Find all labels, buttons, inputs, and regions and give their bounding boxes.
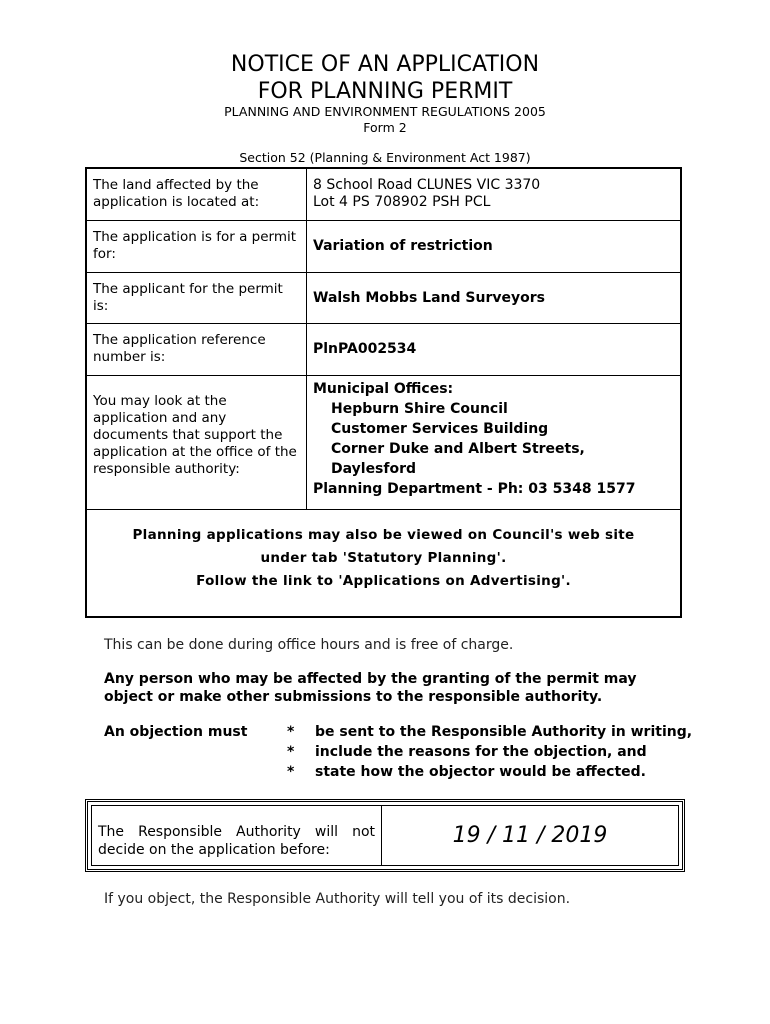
reference-value: PlnPA002534 <box>313 341 417 357</box>
bullet-star: * <box>287 744 295 760</box>
land-label: The land affected by the application is located at: <box>87 169 307 220</box>
notice-title-line1: NOTICE OF AN APPLICATION <box>230 52 540 77</box>
office-line-council: Hepburn Shire Council <box>331 401 508 417</box>
office-row <box>87 376 680 510</box>
office-line-heading: Municipal Offices: <box>313 381 454 397</box>
decision-date: 19 / 11 / 2019 <box>452 823 608 848</box>
office-label: You may look at the application and any documents that support the application at the office of the responsible authority: <box>87 376 307 509</box>
decision-label: The Responsible Authority will not decide on the application before: <box>92 806 382 865</box>
office-address <box>307 376 680 509</box>
land-address: 8 School Road CLUNES VIC 3370 <box>313 177 541 193</box>
purpose-label: The application is for a permit for: <box>87 221 307 272</box>
bullet-star: * <box>287 724 295 740</box>
website-notice <box>87 510 680 616</box>
purpose-value: Variation of restriction <box>313 238 493 254</box>
land-lot: Lot 4 PS 708902 PSH PCL <box>313 194 491 210</box>
application-details-table <box>85 167 682 618</box>
objection-reasons-list <box>287 722 692 782</box>
office-line-phone: Planning Department - Ph: 03 5348 1577 <box>313 481 636 497</box>
reference-row <box>87 324 680 376</box>
decision-date-box <box>85 799 685 872</box>
office-line-building: Customer Services Building <box>331 421 549 437</box>
website-line2: under tab 'Statutory Planning'. <box>260 550 507 566</box>
purpose-row <box>87 221 680 273</box>
land-row <box>87 169 680 221</box>
list-item <box>287 762 692 782</box>
website-line3: Follow the link to 'Applications on Advertising'. <box>196 573 571 589</box>
list-item <box>287 742 692 762</box>
bullet-star: * <box>287 764 295 780</box>
applicant-row <box>87 273 680 324</box>
office-hours-text: This can be done during office hours and is free of charge. <box>104 637 514 653</box>
land-value <box>307 169 680 220</box>
website-line1: Planning applications may also be viewed on Council's web site <box>132 527 635 543</box>
reason-text: include the reasons for the objection, and <box>315 744 647 760</box>
reason-text: state how the objector would be affected. <box>315 764 646 780</box>
decision-date-inner <box>91 805 679 866</box>
objection-intro: Any person who may be affected by the granting of the permit may object or make other submissions to the responsible authority. <box>104 671 637 705</box>
office-line-town: Daylesford <box>331 461 417 477</box>
form-number: Form 2 <box>363 120 407 135</box>
reference-label: The application reference number is: <box>87 324 307 375</box>
notice-title-line2: FOR PLANNING PERMIT <box>257 79 513 104</box>
applicant-label: The applicant for the permit is: <box>87 273 307 323</box>
regulations-subtitle: PLANNING AND ENVIRONMENT REGULATIONS 2005 <box>224 104 546 119</box>
reason-text: be sent to the Responsible Authority in writing, <box>315 724 693 740</box>
section-reference: Section 52 (Planning & Environment Act 1987) <box>239 150 531 165</box>
footer-text: If you object, the Responsible Authority will tell you of its decision. <box>104 891 571 907</box>
objection-label: An objection must <box>104 724 248 740</box>
applicant-value: Walsh Mobbs Land Surveyors <box>313 289 545 306</box>
office-line-street: Corner Duke and Albert Streets, <box>331 441 585 457</box>
list-item <box>287 722 692 742</box>
